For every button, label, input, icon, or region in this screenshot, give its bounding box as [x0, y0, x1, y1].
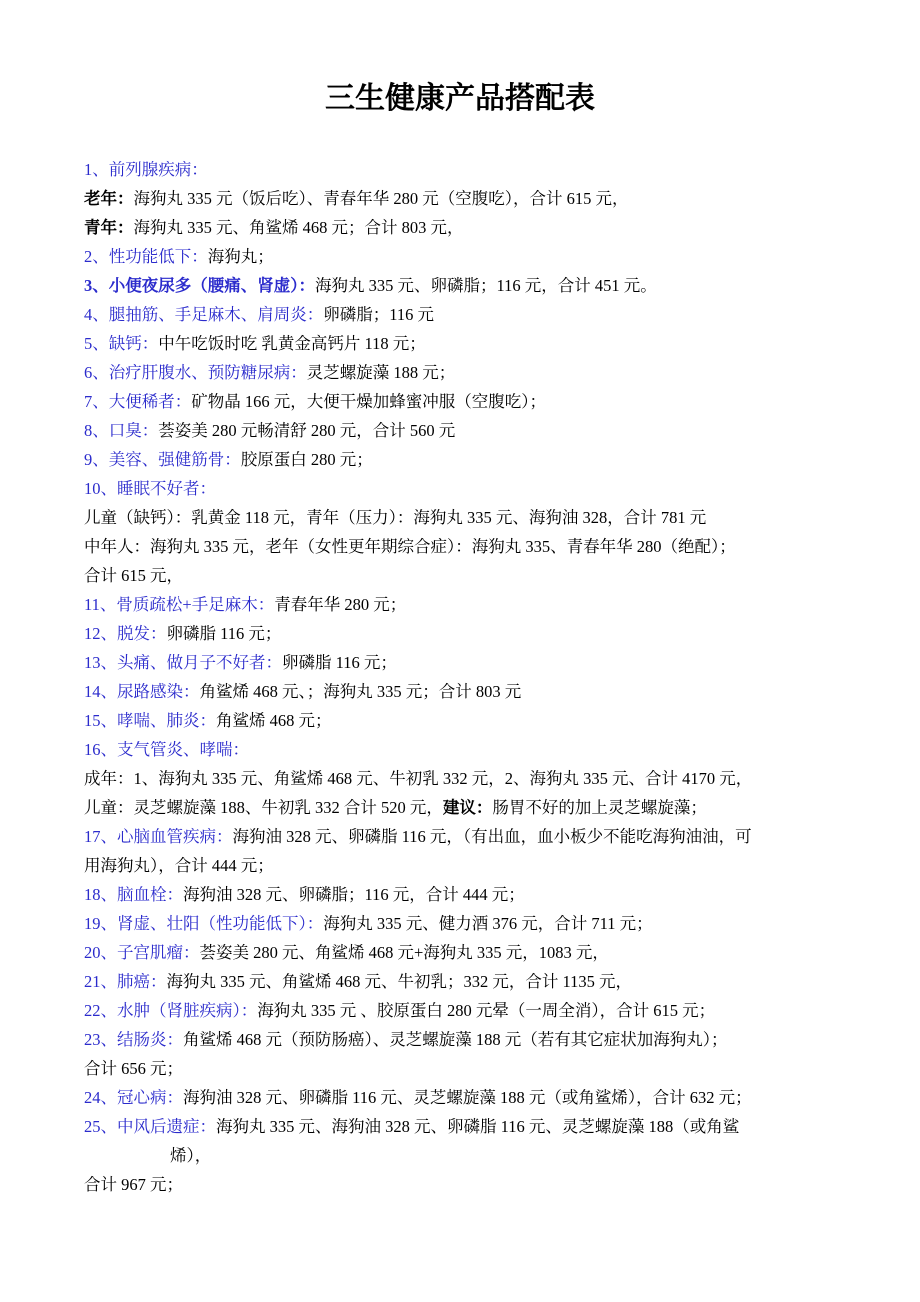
text-segment: 海狗丸 335 元 、胶原蛋白 280 元晕（一周全消），合计 615 元； — [257, 1001, 716, 1020]
text-segment: 海狗丸 335 元、角鲨烯 468 元、牛初乳；332 元，合计 1135 元， — [166, 972, 633, 991]
text-segment: 16、支气管炎、哮喘： — [84, 740, 249, 759]
text-segment: 4、腿抽筋、手足麻木、肩周炎： — [84, 305, 324, 324]
text-line-32 — [84, 1054, 900, 1083]
text-segment: 合计 967 元； — [84, 1175, 183, 1194]
text-segment: 青年： — [84, 218, 134, 237]
text-line-29 — [84, 967, 900, 996]
text-segment: 角鲨烯 468 元、；海狗丸 335 元；合计 803 元 — [199, 682, 522, 701]
text-segment: 成年：1、海狗丸 335 元、角鲨烯 468 元、牛初乳 332 元，2、海狗丸 335 元、合计 4170 元， — [84, 769, 753, 788]
text-line-3 — [84, 213, 900, 242]
text-segment: 荟姿美 280 元、角鲨烯 468 元+海狗丸 335 元，1083 元， — [199, 943, 609, 962]
text-segment: 12、脱发： — [84, 624, 167, 643]
text-segment: 儿童：灵芝螺旋藻 188、牛初乳 332 合计 520 元， — [84, 798, 443, 817]
text-line-15 — [84, 561, 900, 590]
text-line-28 — [84, 938, 900, 967]
text-segment: 1、前列腺疾病： — [84, 160, 208, 179]
text-segment: 建议： — [442, 798, 493, 817]
text-line-26 — [84, 880, 900, 909]
text-segment: 海狗油 328 元、卵磷脂 116 元，（有出血，血小板少不能吃海狗油油，可 — [232, 827, 752, 846]
text-segment: 23、结肠炎： — [84, 1030, 183, 1049]
text-segment: 20、子宫肌瘤： — [84, 943, 200, 962]
text-segment: 角鲨烯 468 元（预防肠癌）、灵芝螺旋藻 188 元（若有其它症状加海狗丸）； — [183, 1030, 728, 1049]
text-line-9 — [84, 387, 900, 416]
text-line-22 — [84, 764, 900, 793]
text-segment: 15、哮喘、肺炎： — [84, 711, 216, 730]
text-line-8 — [84, 358, 900, 387]
text-line-14 — [84, 532, 900, 561]
text-line-33 — [84, 1083, 900, 1112]
text-segment: 矿物晶 166 元，大便干燥加蜂蜜冲服（空腹吃）； — [191, 392, 546, 411]
text-segment: 海狗油 328 元、卵磷脂 116 元、灵芝螺旋藻 188 元（或角鲨烯），合计 632 元； — [183, 1088, 752, 1107]
text-line-23 — [84, 793, 900, 822]
text-line-31 — [84, 1025, 900, 1054]
text-line-16 — [84, 590, 900, 619]
text-line-18 — [84, 648, 900, 677]
text-segment: 合计 656 元； — [84, 1059, 183, 1078]
text-segment: 7、大便稀者： — [84, 392, 192, 411]
text-line-6 — [84, 300, 900, 329]
text-segment: 18、脑血栓： — [84, 885, 183, 904]
text-line-21 — [84, 735, 900, 764]
text-line-30 — [84, 996, 900, 1025]
text-line-13 — [84, 503, 900, 532]
text-segment: 卵磷脂 116 元； — [282, 653, 397, 672]
text-segment: 海狗丸 335 元、健力酒 376 元，合计 711 元； — [323, 914, 653, 933]
text-segment: 海狗油 328 元、卵磷脂；116 元，合计 444 元； — [183, 885, 525, 904]
text-line-5 — [84, 271, 900, 300]
text-line-1 — [84, 155, 900, 184]
text-line-24 — [84, 822, 900, 851]
text-segment: 用海狗丸），合计 444 元； — [84, 856, 274, 875]
text-segment: 19、肾虚、壮阳（性功能低下）： — [84, 914, 324, 933]
text-line-36 — [84, 1170, 900, 1199]
text-segment: 13、头痛、做月子不好者： — [84, 653, 282, 672]
text-segment: 25、中风后遗症： — [84, 1117, 216, 1136]
text-segment: 海狗丸 335 元、海狗油 328 元、卵磷脂 116 元、灵芝螺旋藻 188（或角鲨 — [216, 1117, 740, 1136]
text-line-12 — [84, 474, 900, 503]
text-segment: 14、尿路感染： — [84, 682, 200, 701]
text-segment: 胶原蛋白 280 元； — [240, 450, 373, 469]
text-segment: 老年： — [84, 189, 134, 208]
text-segment: 8、口臭： — [84, 421, 159, 440]
text-line-7 — [84, 329, 900, 358]
text-line-17 — [84, 619, 900, 648]
text-segment: 9、美容、强健筋骨： — [84, 450, 241, 469]
text-segment: 合计 615 元， — [84, 566, 183, 585]
text-segment: 青春年华 280 元； — [274, 595, 407, 614]
text-segment: 角鲨烯 468 元； — [216, 711, 332, 730]
text-segment: 11、骨质疏松+手足麻木： — [84, 595, 275, 614]
text-line-4 — [84, 242, 900, 271]
text-segment: 烯）， — [170, 1146, 212, 1165]
text-segment: 海狗丸 335 元、卵磷脂；116 元，合计 451 元。 — [315, 276, 657, 295]
page-title: 三生健康产品搭配表 — [325, 82, 595, 115]
text-line-10 — [84, 416, 900, 445]
text-segment: 10、睡眠不好者： — [84, 479, 216, 498]
text-segment: 中午吃饭时吃 乳黄金高钙片 118 元； — [158, 334, 426, 353]
text-segment: 21、肺癌： — [84, 972, 167, 991]
text-line-34 — [84, 1112, 900, 1141]
text-segment: 17、心脑血管疾病： — [84, 827, 233, 846]
text-segment: 荟姿美 280 元畅清舒 280 元，合计 560 元 — [158, 421, 456, 440]
text-segment: 中年人：海狗丸 335 元，老年（女性更年期综合症）：海狗丸 335、青春年华 280（绝配）； — [84, 537, 736, 556]
text-line-20 — [84, 706, 900, 735]
text-line-2 — [84, 184, 900, 213]
text-segment: 卵磷脂 116 元； — [166, 624, 282, 643]
text-segment: 儿童（缺钙）：乳黄金 118 元，青年（压力）：海狗丸 335 元、海狗油 328，合计 781 元 — [84, 508, 707, 527]
text-segment: 卵磷脂；116 元 — [323, 305, 435, 324]
text-segment: 5、缺钙： — [84, 334, 159, 353]
text-segment: 3、小便夜尿多（腰痛、肾虚）： — [84, 276, 315, 295]
text-line-27 — [84, 909, 900, 938]
text-line-19 — [84, 677, 900, 706]
text-segment: 肠胃不好的加上灵芝螺旋藻； — [492, 798, 707, 817]
text-line-11 — [84, 445, 900, 474]
text-segment: 海狗丸 335 元（饭后吃）、青春年华 280 元（空腹吃），合计 615 元， — [133, 189, 629, 208]
text-segment: 海狗丸 335 元、角鲨烯 468 元；合计 803 元， — [133, 218, 464, 237]
text-line-35 — [84, 1141, 900, 1170]
text-segment: 22、水肿（肾脏疾病）： — [84, 1001, 258, 1020]
text-segment: 24、冠心病： — [84, 1088, 183, 1107]
text-segment: 海狗丸； — [207, 247, 274, 266]
document-body — [84, 155, 900, 1199]
text-segment: 6、治疗肝腹水、预防糖尿病： — [84, 363, 307, 382]
text-segment: 2、性功能低下： — [84, 247, 208, 266]
text-segment: 灵芝螺旋藻 188 元； — [306, 363, 456, 382]
text-line-25 — [84, 851, 900, 880]
